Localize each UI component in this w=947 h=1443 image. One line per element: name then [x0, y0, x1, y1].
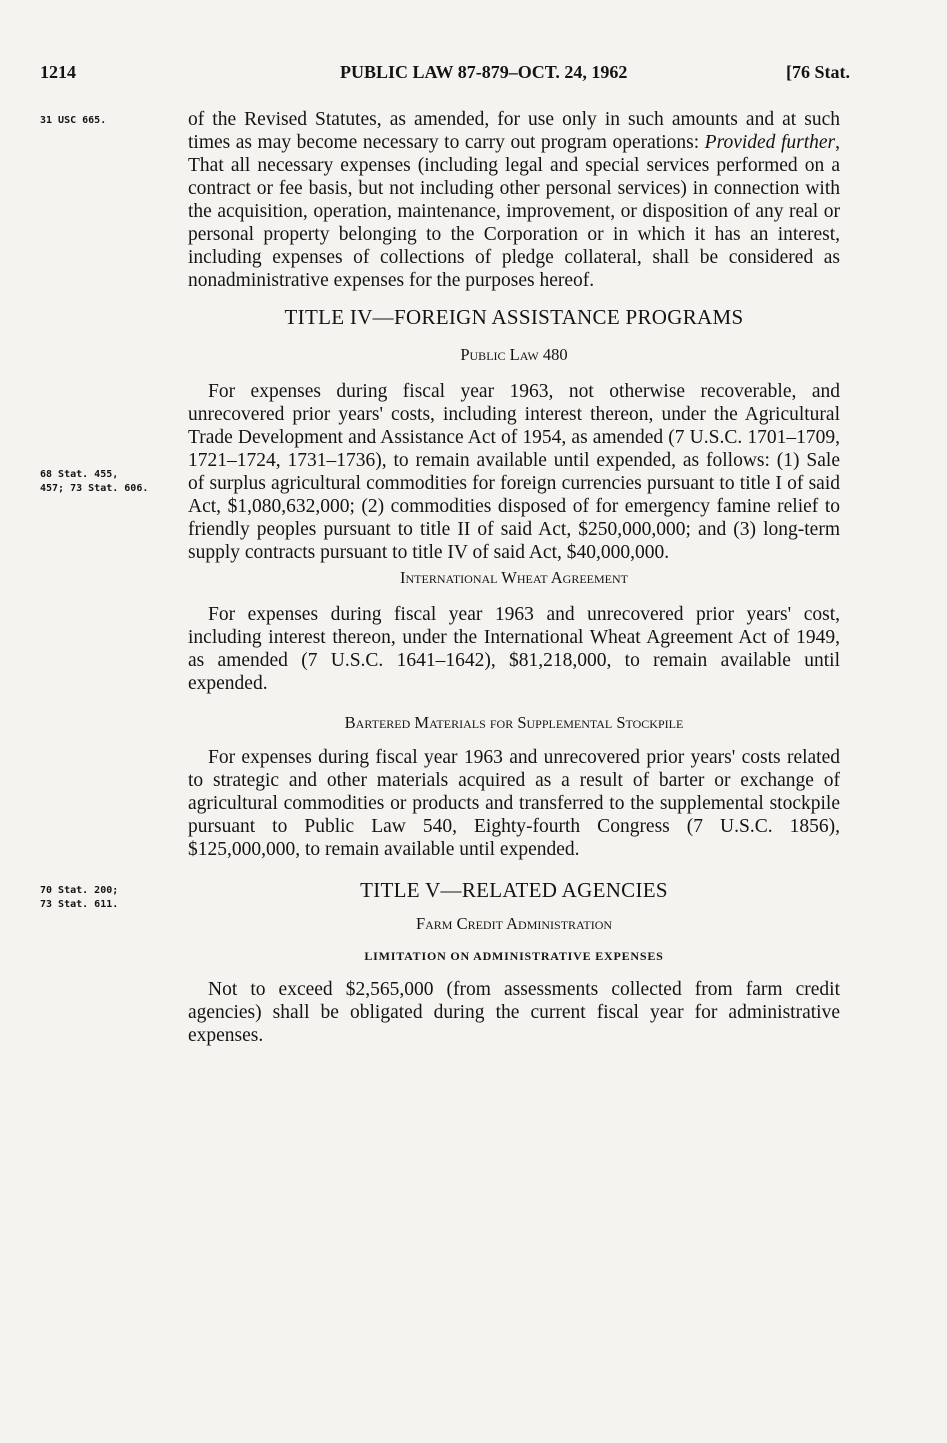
paragraph-revised-statutes: of the Revised Statutes, as amended, for use only in such amounts and at such times as may become necessary to carry out program operations: Provided further, That all necessary expenses (including legal and special services performed on a contract or fee basis, but not including other personal services) in connection with the acquisition, operation, maintenance, improvement, or disposition of any real or personal property belonging to the Corporation or in which it has an interest, including expenses of collections of pledge collateral, shall be considered as nonadministrative expenses for the purposes hereof. [188, 109, 841, 291]
margin-note-70-stat: 70 Stat. 200; 73 Stat. 611. [40, 885, 119, 910]
paragraph-bartered-materials: For expenses during fiscal year 1963 and unrecovered prior years' costs related to strategic and other materials acquired as a result of barter or exchange of agricultural commodities or products and transferred to the supplemental stockpile pursuant to Public Law 540, Eighty-fourth Congress (7 U.S.C. 1856), $125,000,000, to remain available until expended. [188, 747, 840, 860]
limitation-admin-expenses-heading: LIMITATION ON ADMINISTRATIVE EXPENSES [364, 949, 664, 963]
bartered-materials-heading: Bartered Materials for Supplemental Stockpile [344, 713, 684, 732]
public-law-480-heading: Public Law 480 [460, 345, 568, 364]
statute-volume: [76 Stat. [786, 62, 850, 82]
paragraph-public-law-480: For expenses during fiscal year 1963, not otherwise recoverable, and unrecovered prior years' costs, including interest thereon, under the Agricultural Trade Development and Assistance Act of 1954, as amended (7 U.S.C. 1701–1709, 1721–1724, 1731–1736), to remain available until expended, as follows: (1) Sale of surplus agricultural commodities for foreign currencies pursuant to title I of said Act, $1,080,632,000; (2) commodities disposed of for emergency famine relief to friendly peoples pursuant to title II of said Act, $250,000,000; and (3) long-term supply contracts pursuant to title IV of said Act, $40,000,000. [188, 381, 840, 563]
margin-note-68-stat: 68 Stat. 455, 457; 73 Stat. 606. [40, 469, 149, 494]
page-header [40, 62, 850, 86]
paragraph-farm-credit-limitation: Not to exceed $2,565,000 (from assessments collected from farm credit agencies) shall be obligated during the current fiscal year for administrative expenses. [188, 979, 840, 1046]
farm-credit-administration-heading: Farm Credit Administration [415, 914, 613, 933]
title-iv-heading: TITLE IV—FOREIGN ASSISTANCE PROGRAMS [284, 305, 744, 329]
paragraph-wheat-agreement: For expenses during fiscal year 1963 and unrecovered prior years' cost, including interest thereon, under the International Wheat Agreement Act of 1949, as amended (7 U.S.C. 1641–1642), $81,218,000, to remain available until expended. [188, 604, 840, 694]
page-number: 1214 [40, 62, 76, 82]
document-body [188, 108, 840, 1047]
title-v-heading: TITLE V—RELATED AGENCIES [360, 878, 668, 902]
running-title: PUBLIC LAW 87-879–OCT. 24, 1962 [340, 62, 628, 82]
margin-note-31-usc: 31 USC 665. [40, 115, 107, 126]
international-wheat-agreement-heading: International Wheat Agreement [400, 568, 628, 587]
